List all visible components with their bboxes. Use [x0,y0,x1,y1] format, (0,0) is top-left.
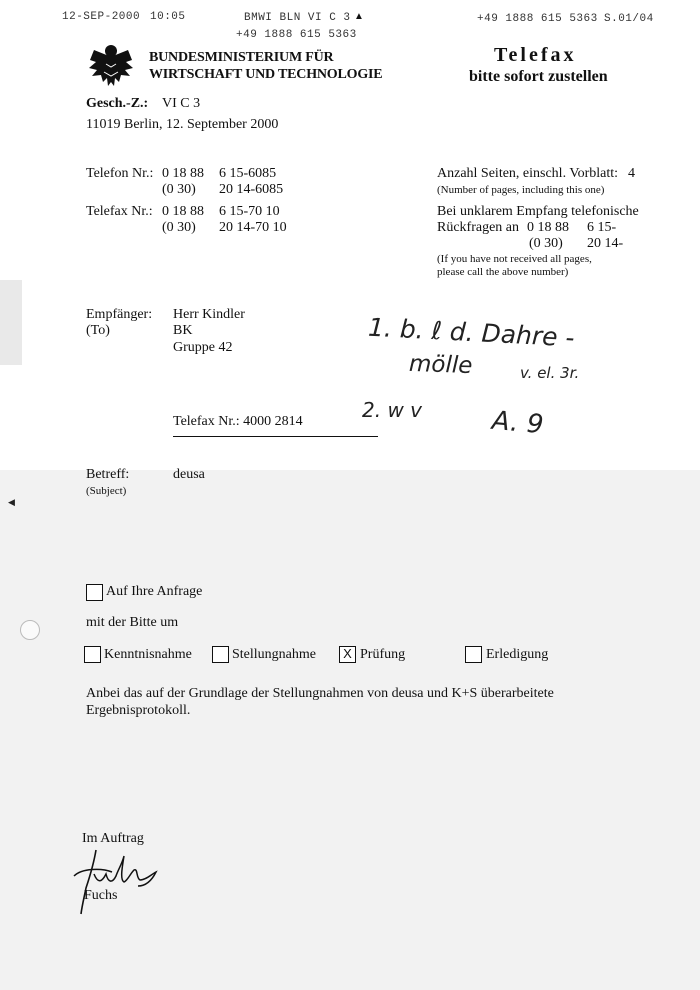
handwritten-signature [72,846,162,916]
federal-eagle-logo [88,42,134,90]
phone-number-1: 6 15-6085 [219,166,277,181]
recipient-label-en: (To) [86,323,110,338]
fax-subtitle: bitte sofort zustellen [469,68,608,85]
phone-area-1: 0 18 88 [162,166,204,181]
fax-area-1: 0 18 88 [162,204,204,219]
fax-date: 12-SEP-2000 [62,11,141,23]
checkbox-pruefung[interactable]: X [339,646,356,663]
callback-note-en-1: (If you have not received all pages, [437,253,592,265]
handwritten-note-line2b: v. el. 3r. [520,364,580,382]
callback-area-1: 0 18 88 [527,220,569,235]
fax-sender-number: +49 1888 615 5363 [236,29,357,41]
fax-number-1: 6 15-70 10 [219,204,280,219]
request-intro: mit der Bitte um [86,615,179,630]
phone-area-2: (0 30) [162,182,196,197]
fax-sender-id: BMWI BLN VI C 3 [244,12,351,24]
handwritten-note-line3b: A. 9 [490,405,545,441]
callback-area-2: (0 30) [529,236,563,251]
fax-title: Telefax [494,44,577,66]
subject-label: Betreff: [86,467,130,482]
reference-label: Gesch.-Z.: [86,96,149,111]
fax-page-indicator: S.01/04 [604,13,654,25]
handwritten-note-line1: 1. b. ℓ d. Dahre - [367,312,576,353]
fax-time: 10:05 [150,11,186,23]
fax-number-2: 20 14-70 10 [219,220,287,235]
fax-area-2: (0 30) [162,220,196,235]
page-count-label: Anzahl Seiten, einschl. Vorblatt: [437,166,619,181]
inquiry-checkbox[interactable] [86,584,103,601]
fax-right-number: +49 1888 615 5363 [477,13,598,25]
page-count-label-en: (Number of pages, including this one) [437,184,605,196]
inquiry-label: Auf Ihre Anfrage [106,584,203,599]
handwritten-note-line3: 2. w v [362,398,422,422]
callback-number-1: 6 15- [587,220,617,235]
ministry-name-line2: WIRTSCHAFT UND TECHNOLOGIE [149,67,383,82]
scan-edge-shadow [0,280,22,365]
recipient-fax: Telefax Nr.: 4000 2814 [173,414,303,429]
checkbox-stellungnahme[interactable] [212,646,229,663]
label-pruefung: Prüfung [360,647,406,662]
recipient-fax-underline [173,436,378,437]
checkbox-erledigung[interactable] [465,646,482,663]
place-date: 11019 Berlin, 12. September 2000 [86,117,279,132]
fax-label: Telefax Nr.: [86,204,153,219]
callback-note-en-2: please call the above number) [437,266,569,278]
body-text-line1: Anbei das auf der Grundlage der Stellungnahmen von deusa und K+S überarbeitete [86,686,554,701]
label-kenntnisnahme: Kenntnisnahme [104,647,192,662]
checkbox-kenntnisnahme[interactable] [84,646,101,663]
subject-label-en: (Subject) [86,485,127,497]
page-count: 4 [628,166,635,181]
body-text-line2: Ergebnisprotokoll. [86,703,191,718]
signature-closing: Im Auftrag [82,831,144,846]
callback-line-1: Bei unklarem Empfang telefonische [437,204,639,219]
callback-number-2: 20 14- [587,236,624,251]
recipient-label: Empfänger: [86,307,153,322]
ministry-name-line1: BUNDESMINISTERIUM FÜR [149,50,334,65]
reference-value: VI C 3 [162,96,201,111]
fax-header-marker: ▲ [354,11,364,22]
edge-arrow-mark: ◀ [8,497,15,507]
punch-hole-mark [20,620,40,640]
phone-label: Telefon Nr.: [86,166,154,181]
recipient-group: Gruppe 42 [173,340,233,355]
label-erledigung: Erledigung [486,647,549,662]
phone-number-2: 20 14-6085 [219,182,284,197]
recipient-org: BK [173,323,193,338]
subject-value: deusa [173,467,205,482]
label-stellungnahme: Stellungnahme [232,647,316,662]
signature-name: Fuchs [84,888,118,903]
recipient-name: Herr Kindler [173,307,245,322]
callback-label: Rückfragen an [437,220,520,235]
handwritten-note-line2: mölle [408,350,473,380]
